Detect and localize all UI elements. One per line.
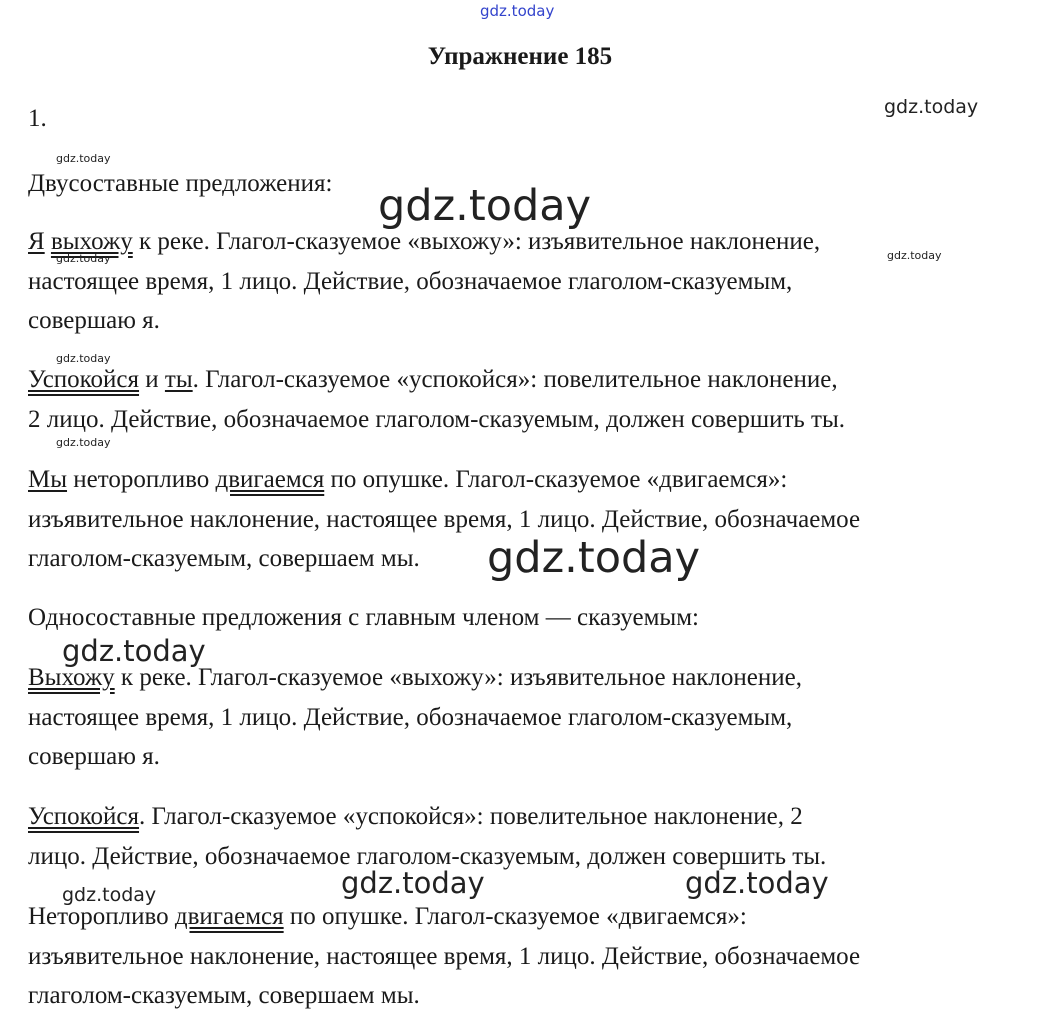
predicate-word: двигаемся bbox=[215, 466, 325, 493]
watermark: gdz.today bbox=[480, 2, 555, 20]
watermark: gdz.today bbox=[341, 866, 485, 900]
watermark: gdz.today bbox=[56, 352, 111, 365]
paragraph-1-line-2: настоящее время, 1 лицо. Действие, обозначаемое глаголом-сказуемым, bbox=[28, 267, 793, 295]
predicate-word: Успокойся bbox=[28, 366, 140, 393]
paragraph-4-line-3: совершаю я. bbox=[28, 743, 160, 770]
watermark: gdz.today bbox=[884, 96, 979, 118]
watermark: gdz.today bbox=[685, 866, 829, 900]
paragraph-1-line-3: совершаю я. bbox=[28, 307, 160, 334]
paragraph-2-conj: и bbox=[139, 366, 165, 393]
predicate-word: двигаемся bbox=[174, 903, 284, 930]
paragraph-2-text: . Глагол-сказуемое «успокойся»: повелительное наклонение, bbox=[192, 366, 838, 393]
paragraph-5-text: . Глагол-сказуемое «успокойся»: повелительное наклонение, 2 bbox=[139, 803, 803, 830]
task-number: 1. bbox=[28, 105, 47, 132]
watermark: gdz.today bbox=[887, 249, 942, 262]
paragraph-3-line-1 bbox=[28, 460, 1018, 500]
paragraph-2-line-2: 2 лицо. Действие, обозначаемое глаголом-сказуемым, должен совершить ты. bbox=[28, 405, 846, 433]
subject-word: ты bbox=[164, 366, 193, 393]
predicate-word: Выхожу bbox=[28, 664, 115, 691]
watermark: gdz.today bbox=[62, 634, 206, 668]
paragraph-2-line-1 bbox=[28, 360, 1018, 400]
paragraph-4-text: к реке. Глагол-сказуемое «выхожу»: изъявительное наклонение, bbox=[114, 664, 802, 691]
two-part-heading: Двусоставные предложения: bbox=[28, 170, 333, 197]
watermark: gdz.today bbox=[378, 181, 592, 231]
paragraph-6-line-1 bbox=[28, 897, 1018, 937]
paragraph-3-line-2: изъявительное наклонение, настоящее время, 1 лицо. Действие, обозначаемое bbox=[28, 505, 861, 533]
paragraph-1 bbox=[28, 222, 1018, 341]
paragraph-6-text: по опушке. Глагол-сказуемое «двигаемся»: bbox=[283, 903, 747, 930]
paragraph-6-line-3: глаголом-сказуемым, совершаем мы. bbox=[28, 982, 420, 1009]
paragraph-4 bbox=[28, 658, 1018, 777]
paragraph-5-line-1 bbox=[28, 797, 1018, 837]
paragraph-6-adverb: Неторопливо bbox=[28, 903, 175, 930]
subject-word: Мы bbox=[28, 466, 68, 493]
watermark: gdz.today bbox=[56, 152, 111, 165]
paragraph-6 bbox=[28, 897, 1018, 1016]
paragraph-5-line-2: лицо. Действие, обозначаемое глаголом-сказуемым, должен совершить ты. bbox=[28, 842, 827, 870]
paragraph-6-line-2: изъявительное наклонение, настоящее время, 1 лицо. Действие, обозначаемое bbox=[28, 942, 861, 970]
paragraph-3-line-3: глаголом-сказуемым, совершаем мы. bbox=[28, 545, 420, 572]
watermark: gdz.today bbox=[56, 436, 111, 449]
predicate-word: Успокойся bbox=[28, 803, 140, 830]
one-part-heading: Односоставные предложения с главным членом — сказуемым: bbox=[28, 604, 699, 631]
paragraph-5 bbox=[28, 797, 1018, 876]
paragraph-3-text: по опушке. Глагол-сказуемое «двигаемся»: bbox=[324, 466, 788, 493]
watermark: gdz.today bbox=[62, 884, 157, 906]
paragraph-2 bbox=[28, 360, 1018, 439]
predicate-word: выхожу bbox=[50, 228, 133, 255]
subject-word: Я bbox=[28, 228, 45, 255]
watermark: gdz.today bbox=[487, 533, 701, 583]
watermark: gdz.today bbox=[56, 252, 111, 265]
page-title: Упражнение 185 bbox=[427, 43, 613, 70]
paragraph-3-adverb: неторопливо bbox=[67, 466, 216, 493]
paragraph-1-text: к реке. Глагол-сказуемое «выхожу»: изъявительное наклонение, bbox=[132, 228, 821, 255]
paragraph-4-line-2: настоящее время, 1 лицо. Действие, обозначаемое глаголом-сказуемым, bbox=[28, 703, 793, 731]
